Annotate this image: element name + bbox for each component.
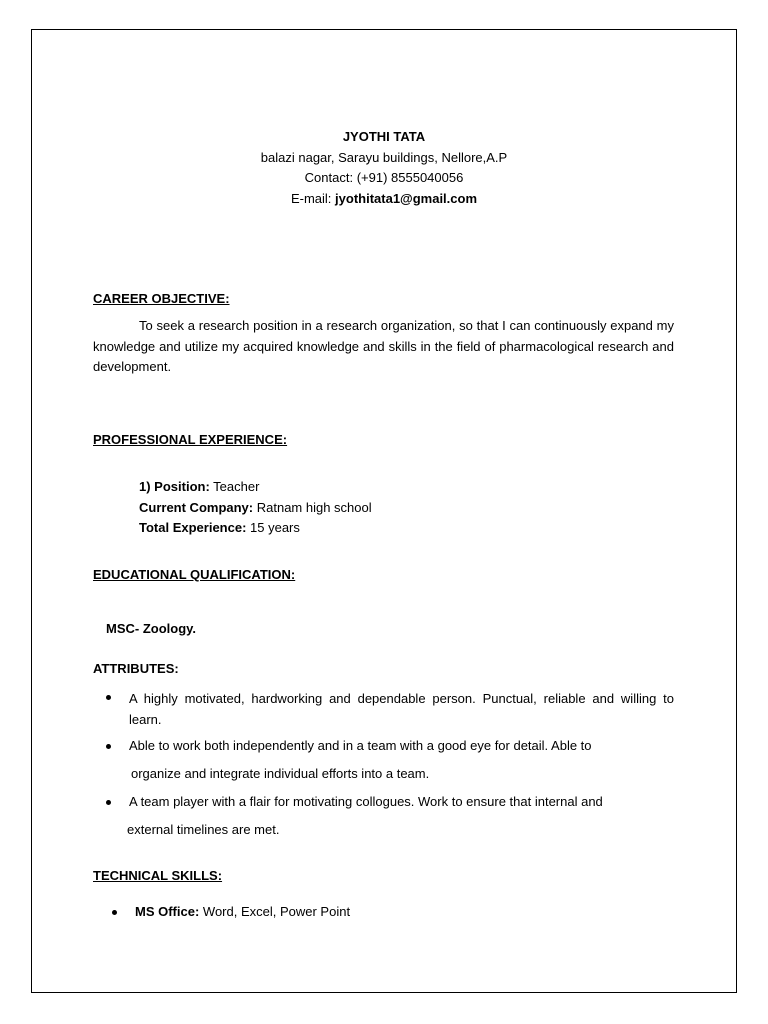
bullet-icon [106,695,111,700]
position-line [139,479,259,494]
career-objective-heading: CAREER OBJECTIVE: [93,291,230,306]
bullet-icon [106,800,111,805]
attribute-item: A highly motivated, hardworking and dependable person. Punctual, reliable and willing to learn. [129,691,674,727]
attribute-item-continued: external timelines are met. [127,822,280,837]
email-label: E-mail: [290,191,336,206]
attribute-item-continued: organize and integrate individual efforts into a team. [131,766,430,781]
email-line [0,191,768,206]
experience-value: 15 years [246,520,300,535]
technical-skills-heading: TECHNICAL SKILLS: [93,868,223,883]
attribute-item: A team player with a flair for motivating collogues. Work to ensure that internal and [129,794,603,809]
attributes-heading: ATTRIBUTES: [93,661,179,676]
resume-name: JYOTHI TATA [342,129,426,144]
experience-line [139,520,300,535]
experience-label: Total Experience: [139,520,247,535]
email-value: jyothitata1@gmail.com [335,191,478,206]
position-value: Teacher [209,479,260,494]
address: balazi nagar, Sarayu buildings, Nellore,A.P [260,150,508,165]
career-objective-text: To seek a research position in a research organization, so that I can continuously expand my knowledge and utilize my acquired knowledge and skills in the field of pharmacological research and development. [93,318,674,374]
professional-experience-heading: PROFESSIONAL EXPERIENCE: [93,432,288,447]
company-label: Current Company: [139,500,254,515]
company-value: Ratnam high school [253,500,372,515]
bullet-icon [112,910,117,915]
education-heading: EDUCATIONAL QUALIFICATION: [93,567,296,582]
company-line [139,500,372,515]
degree: MSC- Zoology. [106,621,197,636]
contact: Contact: (+91) 8555040056 [304,170,464,185]
attribute-item: Able to work both independently and in a team with a good eye for detail. Able to [129,738,592,753]
skill-label: MS Office: [135,904,200,919]
skill-item [135,904,350,919]
position-label: 1) Position: [139,479,210,494]
skill-value: Word, Excel, Power Point [199,904,351,919]
bullet-icon [106,744,111,749]
